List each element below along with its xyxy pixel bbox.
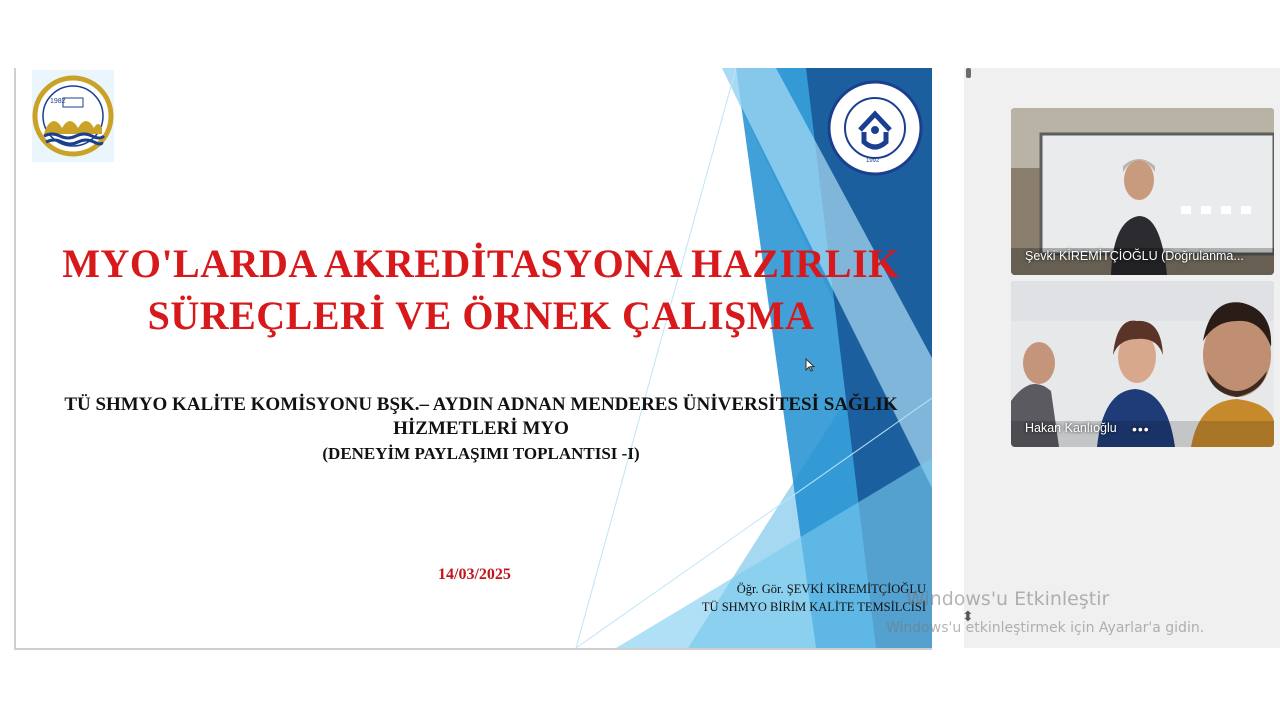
slide-subtitle-line-1: TÜ SHMYO KALİTE KOMİSYONU BŞK.– AYDIN ADNAN MENDERES ÜNİVERSİTESİ SAĞLIK [64, 394, 898, 415]
aydin-adnan-menderes-university-logo [826, 72, 924, 184]
slide-subtitle-line-3: (DENEYİM PAYLAŞIMI TOPLANTISI -I) [322, 444, 640, 463]
trakya-logo-year: 1982 [50, 98, 66, 105]
activation-watermark-title: Windows'u Etkinleştir [906, 588, 1110, 610]
mouse-cursor-icon [805, 358, 815, 372]
resize-handle-icon[interactable]: ⬍ [962, 608, 974, 624]
panel-scrollbar[interactable] [966, 68, 971, 78]
slide-title-line-2: SÜREÇLERİ VE ÖRNEK ÇALIŞMA [147, 293, 815, 338]
activation-watermark-subtitle: Windows'u etkinleştirmek için Ayarlar'a gidin. [886, 620, 1205, 636]
more-options-icon[interactable]: ••• [1132, 421, 1150, 437]
slide-subtitle-line-2: HİZMETLERİ MYO [393, 418, 569, 439]
participant-name: Şevki KİREMİTÇİOĞLU (Doğrulanma... [1025, 249, 1244, 263]
trakya-university-logo [32, 70, 114, 162]
adu-logo-year: 1992 [866, 158, 880, 164]
slide-date: 14/03/2025 [438, 566, 511, 583]
presenter-role: TÜ SHMYO BİRİM KALİTE TEMSİLCİSİ [701, 600, 926, 614]
shared-slide [14, 68, 932, 650]
presenter-name: Öğr. Gör. ŞEVKİ KİREMİTÇİOĞLU [736, 582, 926, 596]
slide-decoration [16, 68, 932, 648]
participant-name: Hakan Kanlıoğlu [1025, 421, 1117, 435]
participant-tile[interactable] [1011, 108, 1274, 275]
participant-tile[interactable] [1011, 281, 1274, 447]
slide-title-line-1: MYO'LARDA AKREDİTASYONA HAZIRLIK [62, 241, 900, 286]
